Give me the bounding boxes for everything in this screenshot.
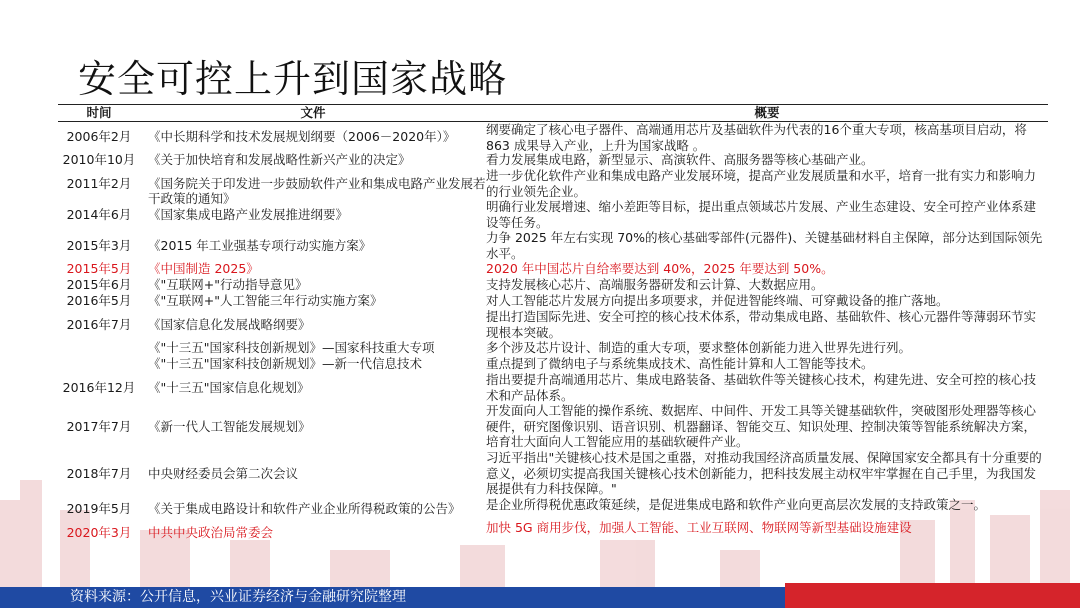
table-row [58,261,1048,277]
table-row [58,356,1048,372]
footer-accent [785,583,1080,608]
time-cell: 2016年12月 [62,379,136,395]
time-cell: 2019年5月 [66,500,132,516]
table-row [58,230,1048,261]
time-cell: 2016年7月 [66,316,132,332]
file-cell: 《"十三五"国家科技创新规划》—新一代信息技术 [148,356,422,372]
table-header [58,104,1048,122]
file-cell: 《国家信息化发展战略纲要》 [148,316,311,332]
file-cell: 中共中央政治局常委会 [148,524,274,540]
header-file: 文件 [300,105,326,120]
time-cell: 2018年7月 [66,465,132,481]
summary-cell: 力争 2025 年左右实现 70%的核心基础零部件(元器件)、关键基础材料自主保障，部分达到国际领先水平。 [486,230,1043,261]
time-cell: 2017年7月 [66,418,132,434]
time-cell: 2014年6月 [66,206,132,222]
file-cell: 《国家集成电路产业发展推进纲要》 [148,206,349,222]
time-cell: 2010年10月 [62,152,136,168]
file-cell: 《关于集成电路设计和软件产业企业所得税政策的公告》 [148,500,461,516]
table-row [58,199,1048,230]
file-cell: 《国务院关于印发进一步鼓励软件产业和集成电路产业发展若干政策的通知》 [148,175,486,207]
summary-cell: 是企业所得税优惠政策延续，是促进集成电路和软件产业向更高层次发展的支持政策之一。 [486,497,987,512]
time-cell: 2015年3月 [66,237,132,253]
file-cell: 《中长期科学和技术发展规划纲要（2006－2020年）》 [148,129,456,145]
table-row [58,450,1048,497]
summary-cell: 对人工智能芯片发展方向提出多项要求，并促进智能终端、可穿戴设备的推广落地。 [486,293,949,308]
file-cell: 《"互联网+"行动指导意见》 [148,277,308,293]
summary-cell: 习近平指出"关键核心技术是国之重器，对推动我国经济高质量发展、保障国家安全都具有十分重要的意义，必须切实提高我国关键核心技术创新能力，把科技发展主动权牢牢掌握在自己手里，为我国发展提供有力科技保障。" [486,450,1042,496]
table-row [58,372,1048,403]
summary-cell: 指出要提升高端通用芯片、集成电路装备、基础软件等关键核心技术，构建先进、安全可控的核心技术和产品体系。 [486,372,1037,403]
table-row [58,497,1048,520]
file-cell: 《中国制造 2025》 [148,261,259,277]
table-row [58,152,1048,168]
file-cell: 《"互联网+"人工智能三年行动实施方案》 [148,293,383,309]
file-cell: 《新一代人工智能发展规划》 [148,418,311,434]
table-row [58,122,1048,152]
time-cell: 2015年6月 [66,277,132,293]
table-row [58,293,1048,309]
table-body [58,122,1048,545]
summary-cell: 明确行业发展增速、缩小差距等目标，提出重点领域芯片发展、产业生态建设、安全可控产业体系建设等任务。 [486,199,1037,230]
summary-cell: 加快 5G 商用步伐，加强人工智能、工业互联网、物联网等新型基础设施建设 [486,520,912,535]
policy-table [58,104,1048,545]
time-cell: 2006年2月 [66,129,132,145]
time-cell: 2011年2月 [66,175,132,191]
table-row [58,340,1048,356]
summary-cell: 提出打造国际先进、安全可控的核心技术体系，带动集成电路、基础软件、核心元器件等薄弱环节实现根本突破。 [486,309,1037,340]
summary-cell: 进一步优化软件产业和集成电路产业发展环境，提高产业发展质量和水平，培育一批有实力和影响力的行业领先企业。 [486,168,1037,199]
time-cell: 2015年5月 [66,261,132,277]
summary-cell: 2020 年中国芯片自给率要达到 40%，2025 年要达到 50%。 [486,261,834,276]
file-cell: 《"十三五"国家科技创新规划》—国家科技重大专项 [148,340,435,356]
table-row [58,168,1048,207]
time-cell: 2020年3月 [66,524,132,540]
summary-cell: 纲要确定了核心电子器件、高端通用芯片及基础软件为代表的16个重大专项，核高基项目启动，将 863 成果导入产业，上升为国家战略 。 [486,122,1027,153]
file-cell: 中央财经委员会第二次会议 [148,465,299,481]
file-cell: 《"十三五"国家信息化规划》 [148,379,310,395]
table-row [58,309,1048,340]
header-time: 时间 [86,105,112,120]
page-title: 安全可控上升到国家战略 [78,57,508,101]
source-note: 资料来源：公开信息，兴业证券经济与金融研究院整理 [70,589,406,605]
time-cell: 2016年5月 [66,293,132,309]
file-cell: 《2015 年工业强基专项行动实施方案》 [148,237,372,253]
header-summary: 概要 [754,105,780,120]
table-row [58,403,1048,450]
summary-cell: 支持发展核心芯片、高端服务器研发和云计算、大数据应用。 [486,277,824,292]
table-row [58,277,1048,293]
summary-cell: 重点提到了微纳电子与系统集成技术、高性能计算和人工智能等技术。 [486,356,874,371]
summary-cell: 看力发展集成电路，新型显示、高演软件、高服务器等核心基础产业。 [486,152,874,167]
file-cell: 《关于加快培育和发展战略性新兴产业的决定》 [148,152,411,168]
summary-cell: 开发面向人工智能的操作系统、数据库、中间件、开发工具等关键基础软件，突破图形处理器等核心硬件，研究图像识别、语音识别、机器翻译、智能交互、知识处理、控制决策等智能系统解决方案，培育壮大面向人工智能应用的基础软硬件产业。 [486,403,1037,449]
table-row [58,520,1048,545]
summary-cell: 多个涉及芯片设计、制造的重大专项，要求整体创新能力进入世界先进行列。 [486,340,912,355]
